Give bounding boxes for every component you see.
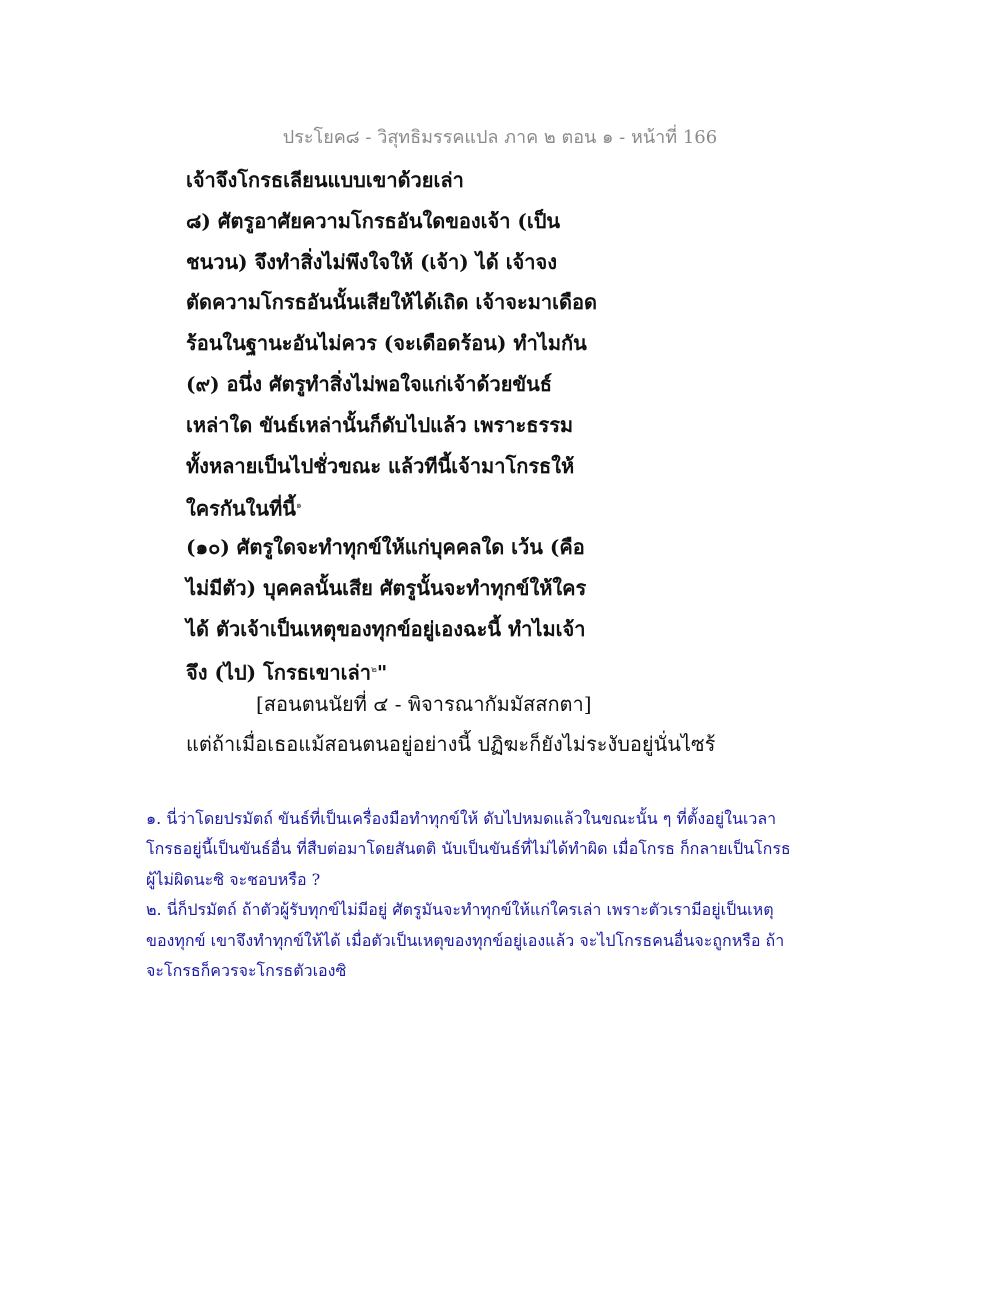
- verse-block: [186, 160, 606, 690]
- verse-line: ชนวน) จึงทำสิ่งไม่พึงใจให้ (เจ้า) ได้ เจ้าจง: [186, 249, 557, 274]
- verse-line: ได้ ตัวเจ้าเป็นเหตุของทุกข์อยู่เองฉะนี้ ทำไมเจ้า: [186, 616, 586, 641]
- verse-line: เจ้าจึงโกรธเลียนแบบเขาด้วยเล่า: [186, 168, 464, 192]
- footnote-line: ๑. นี่ว่าโดยปรมัตถ์ ขันธ์ที่เป็นเครื่องมือทำทุกข์ให้ ดับไปหมดแล้วในขณะนั้น ๆ ที่ตั้งอยู่ในเวลา: [146, 809, 777, 828]
- verse-line: เหล่าใด ขันธ์เหล่านั้นก็ดับไปแล้ว เพราะธรรม: [186, 412, 574, 437]
- footnotes: [146, 804, 866, 986]
- footnote-mark: ๒: [370, 664, 377, 675]
- footnote-line: โกรธอยู่นี้เป็นขันธ์อื่น ที่สืบต่อมาโดยสันตติ นับเป็นขันธ์ที่ไม่ได้ทำผิด เมื่อโกรธ ก็กลายเป็นโกรธ: [146, 839, 791, 859]
- footnote-mark: ๑: [295, 501, 302, 512]
- footnote-line: ของทุกข์ เขาจึงทำทุกข์ให้ได้ เมื่อตัวเป็นเหตุของทุกข์อยู่เองแล้ว จะไปโกรธคนอื่นจะถูกหรือ ถ้า: [146, 930, 785, 950]
- section-heading: [สอนตนนัยที่ ๔ - พิจารณากัมมัสสกตา]: [256, 692, 592, 716]
- verse-line: [186, 650, 606, 691]
- footnote-line: ผู้ไม่ผิดนะซิ จะชอบหรือ ?: [146, 869, 321, 889]
- footnote-line: ๒. นี่ก็ปรมัตถ์ ถ้าตัวผู้รับทุกข์ไม่มีอยู่ ศัตรูมันจะทำทุกข์ให้แก่ใครเล่า เพราะตัวเรามีอยู่เป็นเหตุ: [146, 900, 774, 920]
- running-header: ประโยค๘ - วิสุทธิมรรคแปล ภาค ๒ ตอน ๑ - หน้าที่ 166: [282, 127, 718, 148]
- footnote-line: จะโกรธก็ควรจะโกรธตัวเองซิ: [146, 960, 347, 980]
- verse-line: (๑๐) ศัตรูใดจะทำทุกข์ให้แก่บุคคลใด เว้น (คือ: [186, 535, 585, 560]
- verse-line: ไม่มีตัว) บุคคลนั้นเสีย ศัตรูนั้นจะทำทุกข์ให้ใคร: [186, 575, 587, 600]
- verse-line: ๘) ศัตรูอาศัยความโกรธอันใดของเจ้า (เป็น: [186, 208, 561, 233]
- closing-quote: ": [376, 660, 388, 685]
- verse-line: ตัดความโกรธอันนั้นเสียให้ได้เถิด เจ้าจะมาเดือด: [186, 290, 597, 315]
- verse-line: ร้อนในฐานะอันไม่ควร (จะเดือดร้อน) ทำไมกัน: [186, 331, 587, 356]
- verse-line: ทั้งหลายเป็นไปชั่วขณะ แล้วทีนี้เจ้ามาโกรธให้: [186, 453, 575, 478]
- verse-line: (๙) อนึ่ง ศัตรูทำสิ่งไม่พอใจแก่เจ้าด้วยขันธ์: [186, 371, 552, 396]
- body-paragraph: แต่ถ้าเมื่อเธอแม้สอนตนอยู่อย่างนี้ ปฏิฆะก็ยังไม่ระงับอยู่นั่นไซร้: [186, 732, 716, 756]
- verse-line-text: จึง (ไป) โกรธเขาเล่า: [186, 660, 371, 685]
- verse-line-text: ใครกันในที่นี้: [186, 497, 296, 522]
- verse-line: [186, 486, 606, 527]
